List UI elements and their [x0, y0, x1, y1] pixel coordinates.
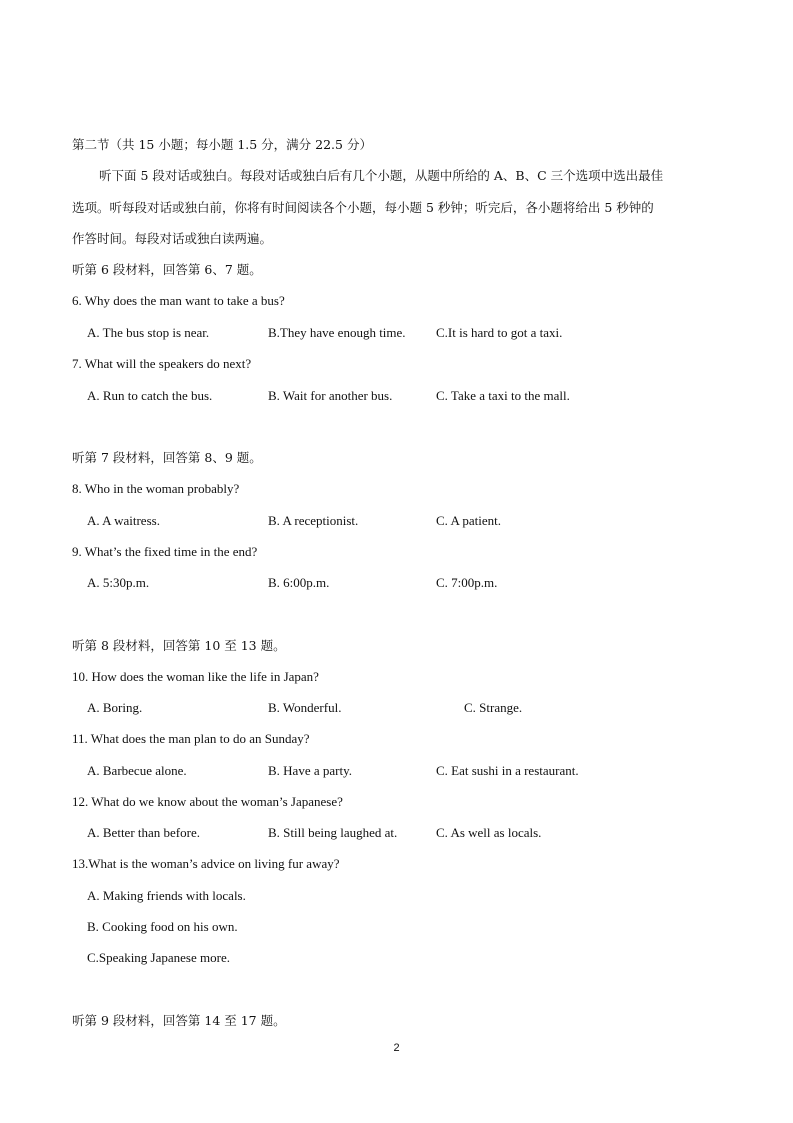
question-stem-11: 11. What does the man plan to do an Sunday? — [72, 731, 310, 746]
group-header-9: 听第 9 段材料，回答第 14 至 17 题。 — [72, 1013, 286, 1028]
page-number: 2 — [393, 1042, 400, 1054]
instructions-line-3: 作答时间。每段对话或独白读两遍。 — [72, 231, 273, 246]
option-7a: A. Run to catch the bus. — [87, 388, 213, 403]
question-stem-6: 6. Why does the man want to take a bus? — [72, 293, 285, 308]
option-12c: C. As well as locals. — [436, 825, 542, 840]
option-11c: C. Eat sushi in a restaurant. — [436, 763, 579, 778]
option-8c: C. A patient. — [436, 513, 501, 528]
question-stem-13: 13.What is the woman’s advice on living fur away? — [72, 856, 340, 871]
question-stem-12: 12. What do we know about the woman’s Japanese? — [72, 794, 343, 809]
option-11a: A. Barbecue alone. — [87, 763, 187, 778]
instructions-line-2: 选项。听每段对话或独白前，你将有时间阅读各个小题，每小题 5 秒钟；听完后，各小题将给出 5 秒钟的 — [72, 200, 654, 215]
option-7c: C. Take a taxi to the mall. — [436, 388, 570, 403]
option-8b: B. A receptionist. — [268, 513, 359, 528]
question-stem-7: 7. What will the speakers do next? — [72, 356, 252, 371]
option-9c: C. 7:00p.m. — [436, 575, 498, 590]
question-stem-8: 8. Who in the woman probably? — [72, 481, 240, 496]
option-13b: B. Cooking food on his own. — [87, 919, 238, 934]
option-9a: A. 5:30p.m. — [87, 575, 150, 590]
group-header-6: 听第 6 段材料，回答第 6、7 题。 — [72, 262, 262, 277]
option-12a: A. Better than before. — [87, 825, 200, 840]
option-8a: A. A waitress. — [87, 513, 160, 528]
instructions-line-1: 听下面 5 段对话或独白。每段对话或独白后有几个小题，从题中所给的 A、B、C 三个选项中选出最佳 — [99, 168, 664, 183]
group-header-7: 听第 7 段材料，回答第 8、9 题。 — [72, 450, 262, 465]
option-10c: C. Strange. — [464, 700, 523, 715]
section-heading: 第二节（共 15 小题；每小题 1.5 分，满分 22.5 分） — [72, 137, 372, 152]
option-10a: A. Boring. — [87, 700, 143, 715]
question-stem-9: 9. What’s the fixed time in the end? — [72, 544, 258, 559]
option-13a: A. Making friends with locals. — [87, 888, 246, 903]
option-12b: B. Still being laughed at. — [268, 825, 398, 840]
option-10b: B. Wonderful. — [268, 700, 342, 715]
option-13c: C.Speaking Japanese more. — [87, 950, 230, 965]
option-6a: A. The bus stop is near. — [87, 325, 210, 340]
question-stem-10: 10. How does the woman like the life in Japan? — [72, 669, 319, 684]
option-9b: B. 6:00p.m. — [268, 575, 330, 590]
option-11b: B. Have a party. — [268, 763, 352, 778]
option-7b: B. Wait for another bus. — [268, 388, 393, 403]
option-6c: C.It is hard to got a taxi. — [436, 325, 563, 340]
group-header-8: 听第 8 段材料，回答第 10 至 13 题。 — [72, 638, 286, 653]
option-6b: B.They have enough time. — [268, 325, 406, 340]
